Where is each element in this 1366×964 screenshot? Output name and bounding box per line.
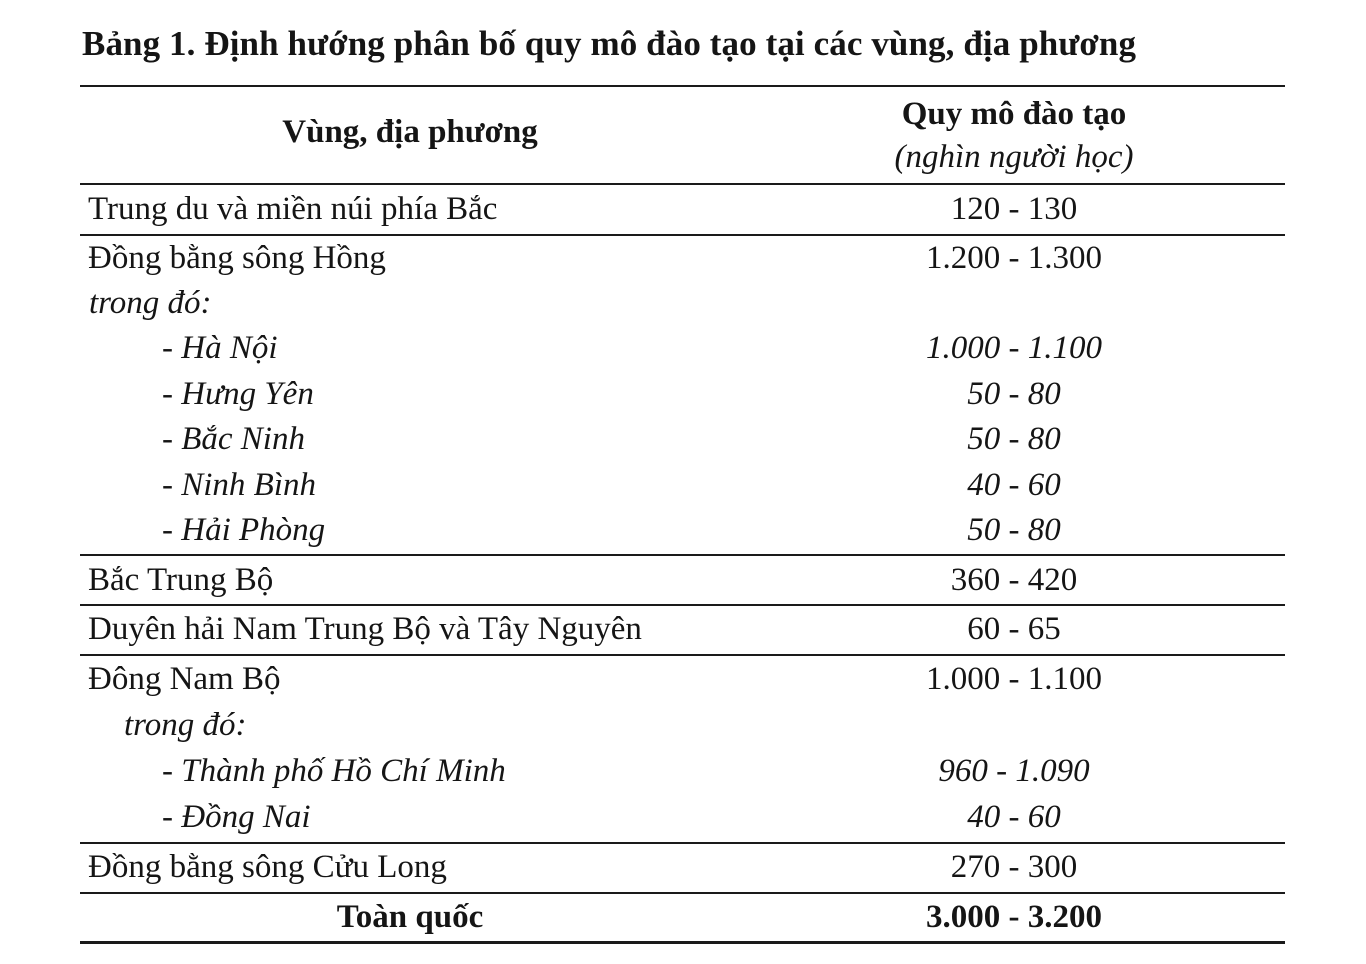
header-scale-unit: (nghìn người học) xyxy=(894,139,1134,175)
row-divider xyxy=(80,234,1285,236)
table-row-region: - Hải Phòng xyxy=(162,512,326,548)
table-row-scale: 270 - 300 xyxy=(950,849,1078,885)
table-row-region: trong đó: xyxy=(124,707,247,743)
table-row-region: Đồng bằng sông Cửu Long xyxy=(88,849,447,885)
table-row-scale: 120 - 130 xyxy=(950,191,1078,227)
row-divider xyxy=(80,554,1285,556)
header-scale-title: Quy mô đào tạo xyxy=(901,96,1127,132)
table-row-region: - Ninh Bình xyxy=(162,467,316,503)
table-row-region: - Bắc Ninh xyxy=(162,421,305,457)
row-divider xyxy=(80,654,1285,656)
bottom-rule xyxy=(80,941,1285,944)
table-title: Bảng 1. Định hướng phân bố quy mô đào tạo tại các vùng, địa phương xyxy=(82,24,1137,63)
header-region: Vùng, địa phương xyxy=(282,114,538,150)
table-row-region: - Đồng Nai xyxy=(162,799,311,835)
table-row-region: Duyên hải Nam Trung Bộ và Tây Nguyên xyxy=(88,611,642,647)
table-row-region: Trung du và miền núi phía Bắc xyxy=(88,191,498,227)
table-row-scale: 1.000 - 1.100 xyxy=(926,330,1102,366)
table-row-scale: 50 - 80 xyxy=(967,512,1061,548)
table-row-scale: 960 - 1.090 xyxy=(938,753,1090,789)
table-row-region: - Hà Nội xyxy=(162,330,278,366)
table-row-scale: 40 - 60 xyxy=(967,467,1061,503)
table-row-scale: 1.200 - 1.300 xyxy=(926,240,1102,276)
table-row-region: Đồng bằng sông Hồng xyxy=(88,240,386,276)
table-row-region: - Thành phố Hồ Chí Minh xyxy=(162,753,506,789)
table-row-region: trong đó: xyxy=(89,285,212,321)
header-rule xyxy=(80,183,1285,185)
table-row-region: Đông Nam Bộ xyxy=(88,661,281,697)
table-row-scale: 60 - 65 xyxy=(967,611,1061,647)
row-divider xyxy=(80,604,1285,606)
row-divider xyxy=(80,892,1285,894)
table-row-scale: 50 - 80 xyxy=(967,376,1061,412)
total-label: Toàn quốc xyxy=(336,899,484,935)
table-row-scale: 1.000 - 1.100 xyxy=(926,661,1102,697)
table-row-scale: 50 - 80 xyxy=(967,421,1061,457)
table-row-region: - Hưng Yên xyxy=(162,376,314,412)
top-rule xyxy=(80,85,1285,87)
table-row-scale: 360 - 420 xyxy=(950,562,1078,598)
row-divider xyxy=(80,842,1285,844)
table-row-region: Bắc Trung Bộ xyxy=(88,562,274,598)
table-row-scale: 40 - 60 xyxy=(967,799,1061,835)
total-scale: 3.000 - 3.200 xyxy=(926,899,1102,935)
